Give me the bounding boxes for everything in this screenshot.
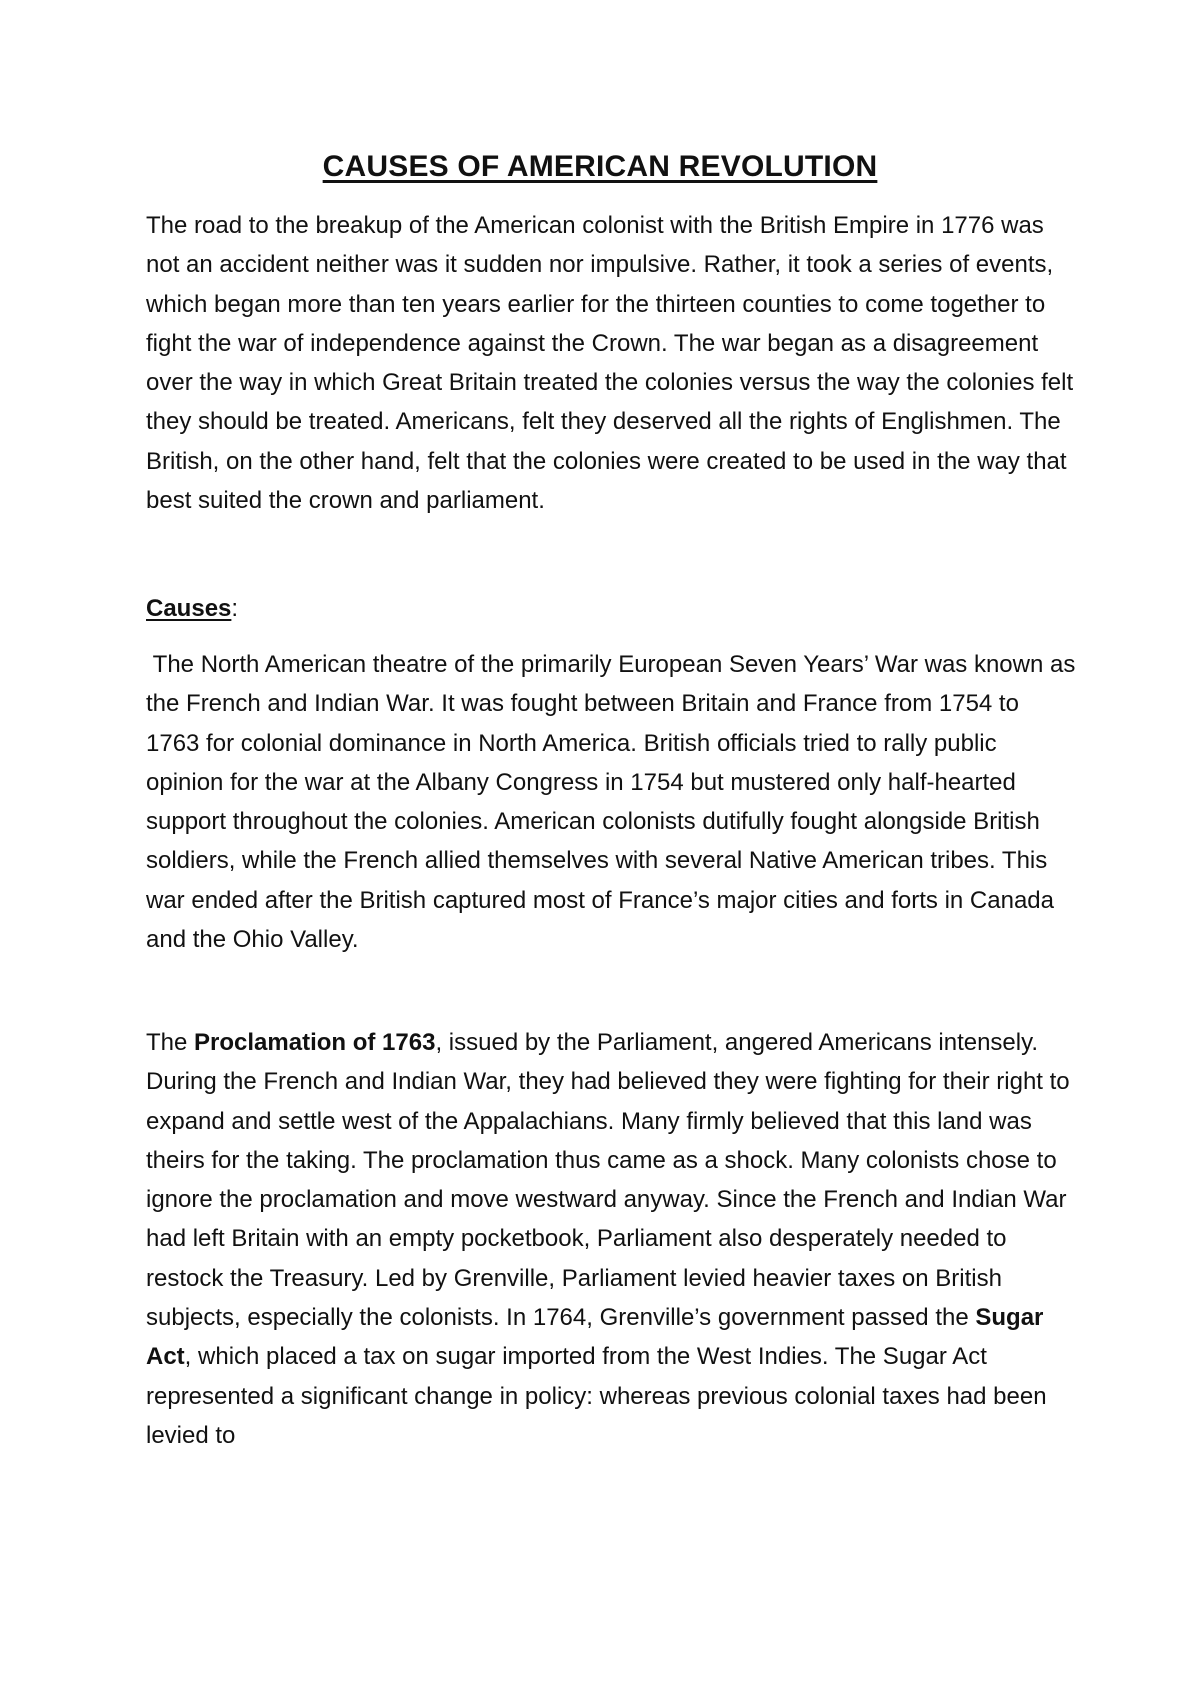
causes-heading — [146, 589, 1076, 628]
page-title: CAUSES OF AMERICAN REVOLUTION — [322, 150, 878, 183]
proclamation-text-1: The — [146, 1029, 195, 1056]
intro-paragraph: The road to the breakup of the American colonist with the British Empire in 1776 was not an accident neither was it sudden nor impulsive. Rather, it took a series of events, which began more than ten years earlier for the thirteen counties to come together to fight the war of independence against the Crown. The war began as a disagreement over the way in which Great Britain treated the colonies versus the way the colonies felt they should be treated. Americans, felt they deserved all the rights of Englishmen. The British, on the other hand, felt that the colonies were created to be used in the way that best suited the crown and parliament. — [146, 212, 1074, 515]
proclamation-paragraph — [146, 1023, 1076, 1455]
causes-heading-colon: : — [231, 595, 239, 622]
causes-heading-label: Causes — [146, 595, 232, 622]
proclamation-text-3: , which placed a tax on sugar imported from the West Indies. The Sugar Act represented a significant change in policy: whereas previous colonial taxes had been levied to — [146, 1343, 1047, 1449]
proclamation-text-2: , issued by the Parliament, angered Americans intensely. During the French and Indian War, they had believed they were fighting for their right to expand and settle west of the Appalachians. Many firmly believed that this land was theirs for the taking. The proclamation thus came as a shock. Many colonists chose to ignore the proclamation and move westward anyway. Since the French and Indian War had left Britain with an empty pocketbook, Parliament also desperately needed to restock the Treasury. Led by Grenville, Parliament levied heavier taxes on British subjects, especially the colonists. In 1764, Grenville’s government passed the — [146, 1029, 1077, 1332]
french-indian-war-paragraph: The North American theatre of the primarily European Seven Years’ War was known as the French and Indian War. It was fought between Britain and France from 1754 to 1763 for colonial dominance in North America. British officials tried to rally public opinion for the war at the Albany Congress in 1754 but mustered only half-hearted support throughout the colonies. American colonists dutifully fought alongside British soldiers, while the French allied themselves with several Native American tribes. This war ended after the British captured most of France’s major cities and forts in Canada and the Ohio Valley. — [146, 651, 1083, 954]
sugar-act-bold-term: Sugar Act — [146, 1304, 1044, 1371]
proclamation-bold-term: Proclamation of 1763 — [194, 1029, 436, 1056]
